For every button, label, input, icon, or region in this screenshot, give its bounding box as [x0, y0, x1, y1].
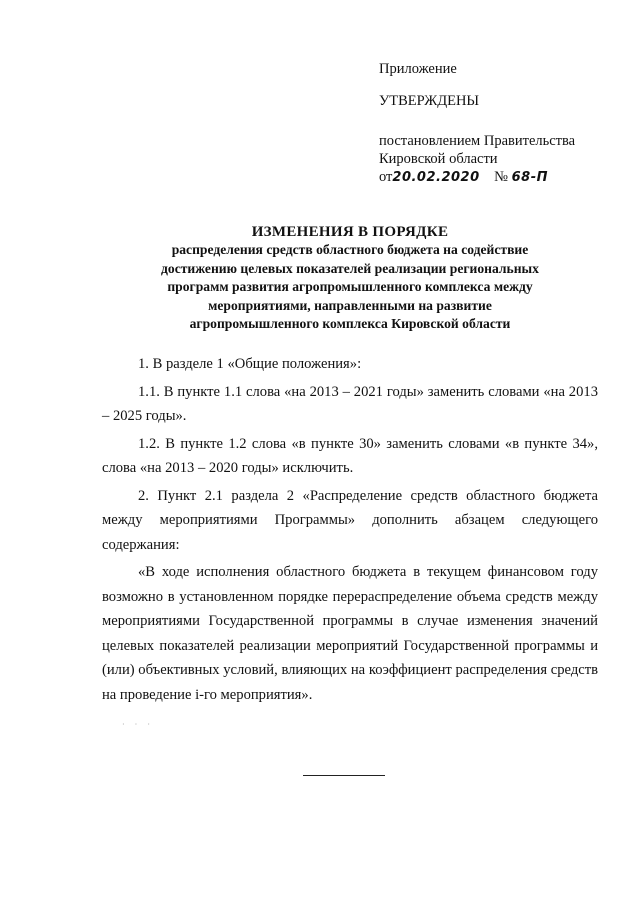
title-main: ИЗМЕНЕНИЯ В ПОРЯДКЕ	[251, 224, 449, 240]
paragraph-1-1: 1.1. В пункте 1.1 слова «на 2013 – 2021 годы» заменить словами «на 2013 – 2025 годы».	[102, 383, 598, 424]
scan-artifact-dots: · · ·	[122, 720, 154, 729]
date-prefix: от	[379, 169, 393, 185]
resolution-date-number	[379, 168, 619, 187]
title-sub-line: распределения средств областного бюджета на содействие	[171, 242, 529, 257]
paragraph-1-2: 1.2. В пункте 1.2 слова «в пункте 30» заменить словами «в пункте 34», слова «на 2013 – 2020 годы» исключить.	[102, 435, 598, 476]
title-subtitle	[120, 241, 580, 334]
resolution-line-1: постановлением Правительства	[379, 133, 576, 149]
title-sub-line: достижению целевых показателей реализации региональных	[161, 260, 539, 276]
title-sub-line: мероприятиями, направленными на развитие	[208, 297, 492, 313]
paragraph-section-1: 1. В разделе 1 «Общие положения»:	[138, 356, 362, 372]
approval-block	[379, 60, 619, 187]
number-prefix: №	[494, 169, 508, 185]
date-value: 20.02.2020	[392, 170, 480, 185]
document-title	[120, 223, 580, 334]
title-sub-line: программ развития агропромышленного комплекса между	[167, 279, 533, 294]
closing-rule	[303, 775, 385, 776]
paragraph-2: 2. Пункт 2.1 раздела 2 «Распределение средств областного бюджета между мероприятиями Программы» дополнить абзацем следующего содержания:	[102, 487, 598, 553]
paragraph-quote: «В ходе исполнения областного бюджета в текущем финансовом году возможно в установленном порядке перераспределение объема средств между мероприятиями Государственной программы в случае изменения значений целевых показателей реализации мероприятий Государственной программы и (или) объективных условий, влияющих на коэффициент распределения средств на проведение i-го мероприятия».	[102, 564, 598, 703]
number-value: 68-П	[511, 170, 548, 185]
resolution-line-2: Кировской области	[379, 151, 498, 167]
appendix-label: Приложение	[379, 61, 457, 77]
document-body	[102, 352, 598, 710]
approved-label: УТВЕРЖДЕНЫ	[379, 93, 480, 109]
title-sub-line: агропромышленного комплекса Кировской области	[189, 316, 511, 331]
